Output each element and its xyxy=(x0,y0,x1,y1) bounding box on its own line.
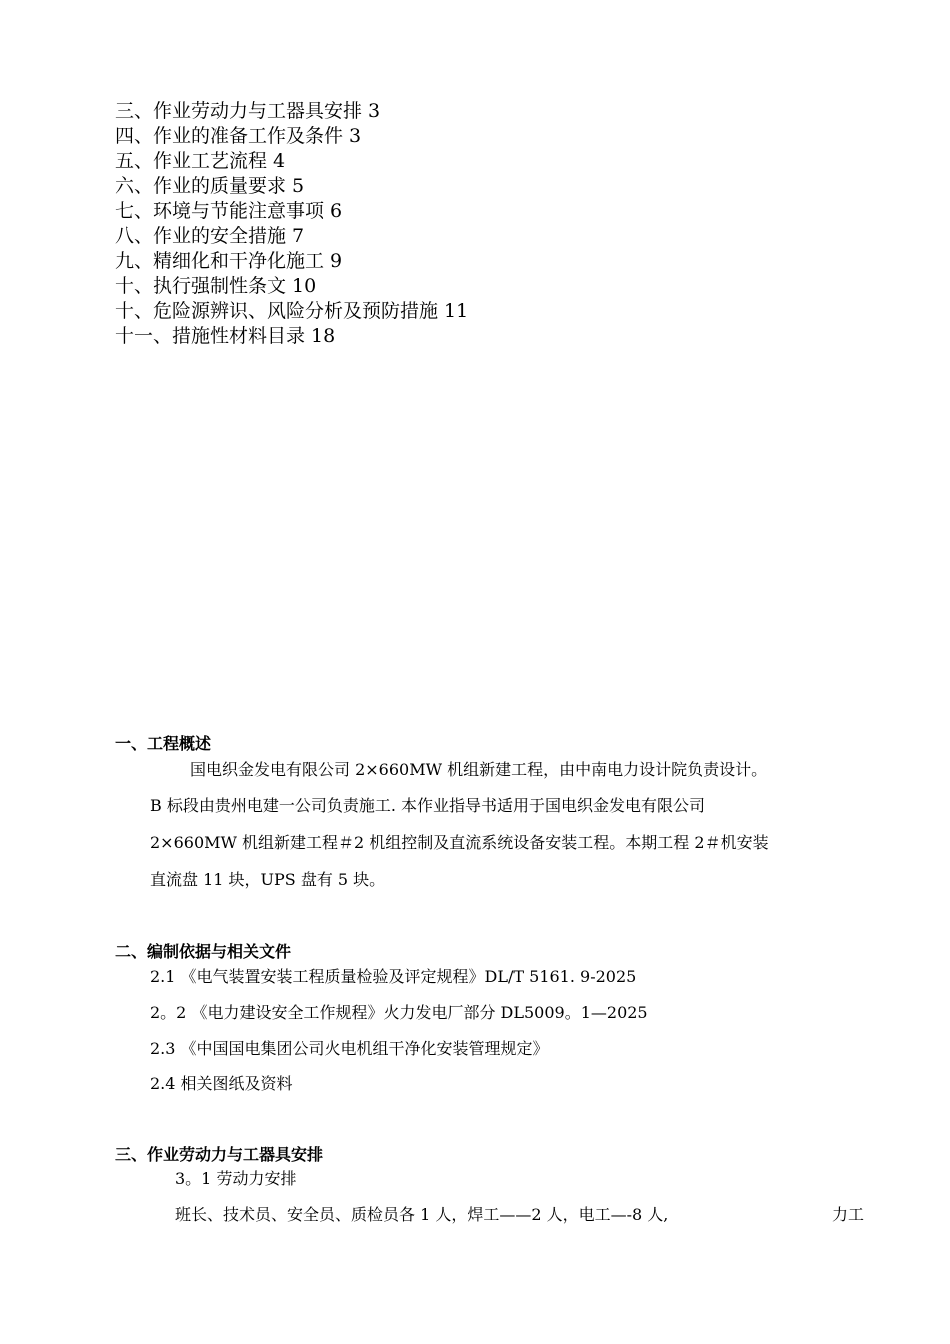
toc-entry: 三、作业劳动力与工器具安排 3 xyxy=(115,100,381,122)
reference-item: 2.4 相关图纸及资料 xyxy=(150,1074,293,1093)
toc-entry: 八、作业的安全措施 7 xyxy=(115,225,305,247)
toc-entry: 四、作业的准备工作及条件 3 xyxy=(115,125,362,147)
overview-line: 直流盘 11 块，UPS 盘有 5 块。 xyxy=(150,870,386,889)
overview-line: B 标段由贵州电建一公司负责施工. 本作业指导书适用于国电织金发电有限公司 xyxy=(150,796,706,815)
table-of-contents xyxy=(115,99,468,349)
toc-entry: 五、作业工艺流程 4 xyxy=(115,150,286,172)
labor-line: 班长、技术员、安全员、质检员各 1 人，焊工——2 人，电工—-8 人, xyxy=(175,1205,669,1224)
overview-line: 国电织金发电有限公司 2×660MW 机组新建工程，由中南电力设计院负责设计。 xyxy=(190,760,768,779)
toc-entry: 七、环境与节能注意事项 6 xyxy=(115,200,343,222)
toc-entry: 十一、措施性材料目录 18 xyxy=(115,325,336,347)
section-heading-labor: 三、作业劳动力与工器具安排 xyxy=(115,1145,324,1164)
reference-item: 2。2 《电力建设安全工作规程》火力发电厂部分 DL5009。1—2025 xyxy=(150,1003,648,1022)
toc-entry: 九、精细化和干净化施工 9 xyxy=(115,250,343,272)
toc-entry: 十、执行强制性条文 10 xyxy=(115,275,317,297)
reference-item: 2.3 《中国国电集团公司火电机组干净化安装管理规定》 xyxy=(150,1039,549,1058)
labor-line-end: 力工 xyxy=(832,1205,865,1224)
toc-entry: 十、危险源辨识、风险分析及预防措施 11 xyxy=(115,300,469,322)
labor-subheading: 3。1 劳动力安排 xyxy=(175,1169,297,1188)
overview-line: 2×660MW 机组新建工程＃2 机组控制及直流系统设备安装工程。本期工程 2＃机安装 xyxy=(150,833,769,852)
section-heading-overview: 一、工程概述 xyxy=(115,734,212,753)
reference-item: 2.1 《电气装置安装工程质量检验及评定规程》DL/T 5161. 9-2025 xyxy=(150,967,637,986)
section-heading-references: 二、编制依据与相关文件 xyxy=(115,942,292,961)
toc-entry: 六、作业的质量要求 5 xyxy=(115,175,305,197)
